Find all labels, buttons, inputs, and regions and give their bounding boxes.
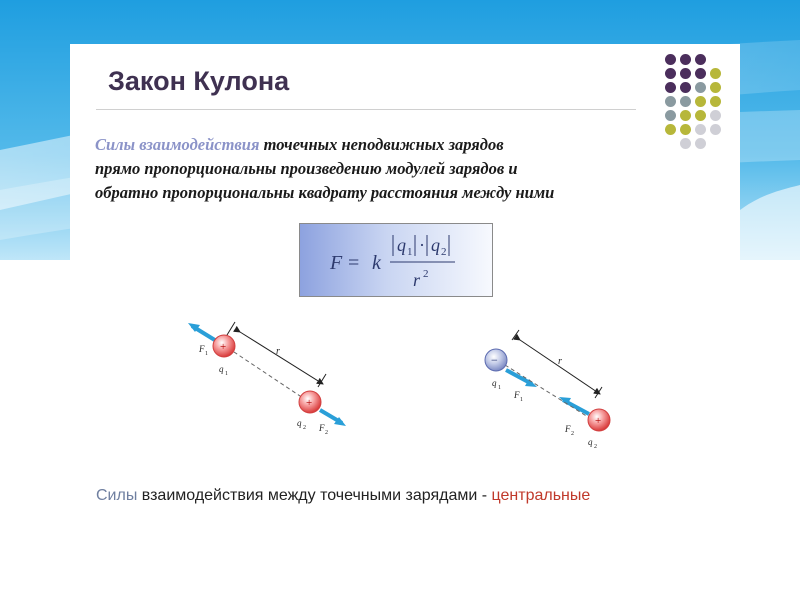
dot [680,54,691,65]
charge-sub: 1 [498,385,501,391]
dot [695,82,706,93]
force-label: F [565,424,571,434]
force-sub: 1 [205,351,208,357]
formula-box [299,223,493,297]
dot [665,68,676,79]
charge-sub: 1 [225,371,228,377]
dot [680,82,691,93]
attraction-pair [485,330,610,450]
dot [665,82,676,93]
formula-q2: q [431,235,440,255]
statement-line-3: обратно пропорциональны квадрату расстояния между ними [95,183,555,202]
title-divider [96,109,636,110]
formula-q1-sub: 1 [407,246,413,258]
dot [695,68,706,79]
formula-k: k [372,252,381,274]
charge-label: q [219,364,224,374]
coulomb-formula [300,224,492,296]
charge-sign: + [595,415,602,427]
formula-dot: · [419,235,425,255]
dot [665,96,676,107]
force-sub: 1 [520,397,523,403]
dot [680,96,691,107]
note-part-3: центральные [491,487,591,504]
charge-sign: + [220,341,227,353]
charge-sub: 2 [303,425,306,431]
dot [710,96,721,107]
charge-label: q [588,437,593,447]
formula-equals: = [348,252,360,274]
note-part-2: взаимодействия между точечными зарядами - [137,487,492,504]
statement-highlight: Силы взаимодействия [95,135,260,154]
statement-line-1-rest: точечных неподвижных зарядов [259,135,504,154]
statement-line-1 [95,133,725,157]
charge-sign: + [306,397,313,409]
formula-r-power: 2 [423,268,429,280]
dot [695,96,706,107]
statement-line-2: прямо пропорциональны произведению модулей зарядов и [95,159,518,178]
dot [710,68,721,79]
dot [665,54,676,65]
dot [710,110,721,121]
dot [695,54,706,65]
force-label: F [319,423,325,433]
formula-q1: q [397,235,406,255]
formula-q2-sub: 2 [441,246,447,258]
distance-label: r [276,346,280,357]
formula-lhs: F [330,252,343,274]
force-label: F [514,390,520,400]
charge-sub: 2 [594,444,597,450]
force-sub: 2 [325,430,328,436]
repulsion-pair [188,322,346,436]
charge-sign: − [491,353,498,367]
dot [710,82,721,93]
dot [680,68,691,79]
dot [695,110,706,121]
force-sub: 2 [571,431,574,437]
note-part-1: Силы [96,487,138,504]
charge-label: q [297,418,302,428]
charge-label: q [492,378,497,388]
central-forces-note [96,487,590,505]
slide-title: Закон Кулона [108,66,290,96]
force-label: F [199,344,205,354]
law-statement [95,133,725,205]
dot [665,110,676,121]
distance-label: r [558,356,562,367]
dot [680,110,691,121]
charges-diagram [180,310,650,470]
formula-r: r [413,270,421,290]
